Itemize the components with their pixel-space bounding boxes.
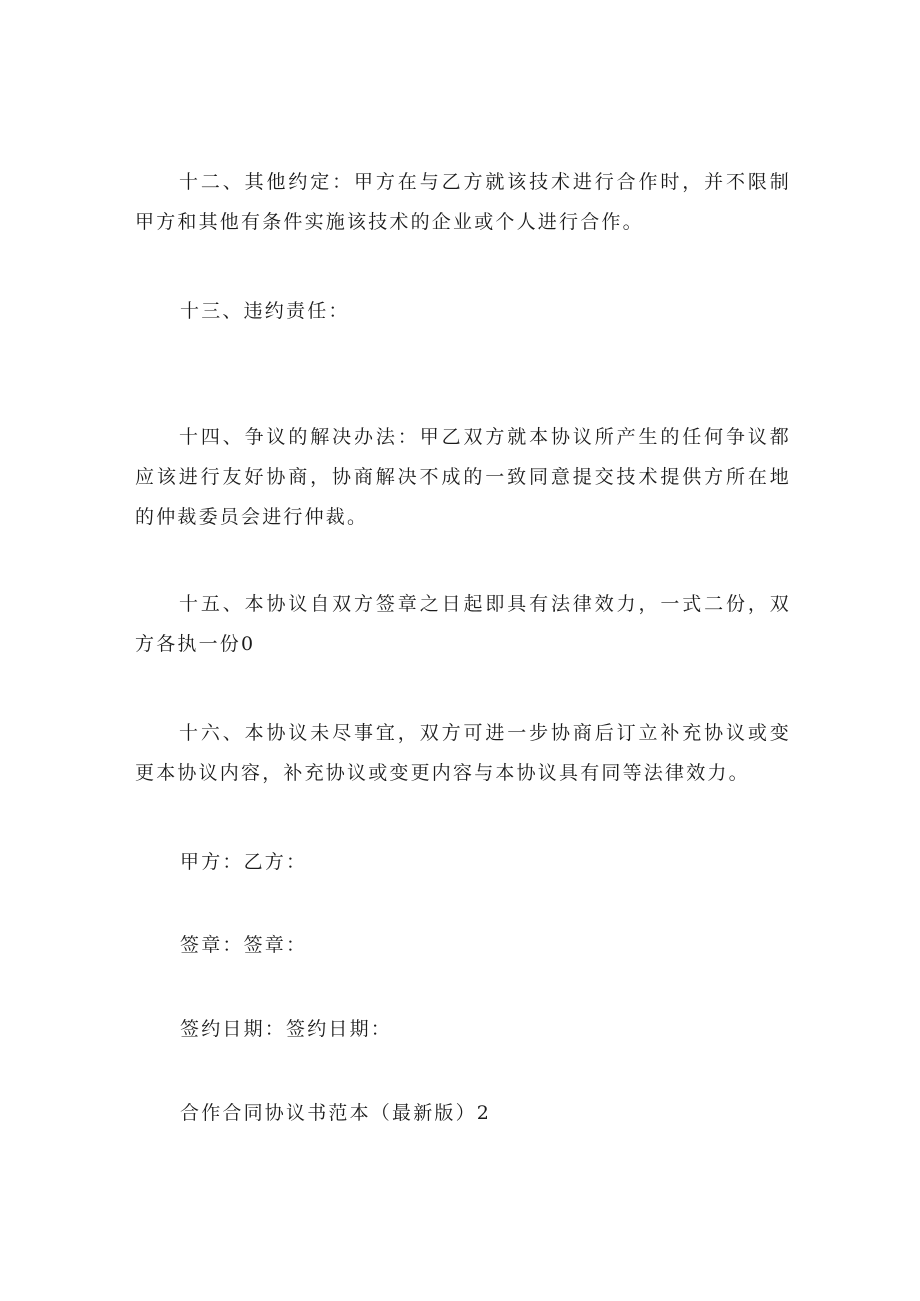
signature-parties: 甲方：乙方：	[180, 851, 308, 873]
clause-15: 十五、本协议自双方签章之日起即具有法律效力，一式二份，双方各执一份0	[135, 593, 791, 655]
signature-seals: 签章：签章：	[180, 934, 308, 956]
next-document-title: 合作合同协议书范本（最新版）2	[180, 1102, 492, 1124]
clause-14: 十四、争议的解决办法：甲乙双方就本协议所产生的任何争议都应该进行友好协商，协商解决不成的一致同意提交技术提供方所在地的仲裁委员会进行仲裁。	[135, 426, 791, 528]
clause-13: 十三、违约责任：	[180, 300, 350, 322]
clause-16: 十六、本协议未尽事宜，双方可进一步协商后订立补充协议或变更本协议内容，补充协议或变更内容与本协议具有同等法律效力。	[135, 722, 791, 784]
signature-dates: 签约日期：签约日期：	[180, 1018, 393, 1040]
clause-12: 十二、其他约定：甲方在与乙方就该技术进行合作时，并不限制甲方和其他有条件实施该技术的企业或个人进行合作。	[135, 171, 791, 233]
